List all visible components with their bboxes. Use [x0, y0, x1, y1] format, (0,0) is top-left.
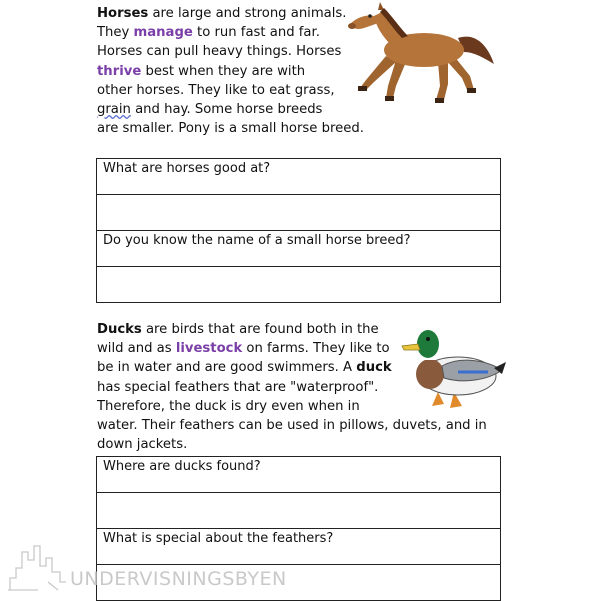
- horses-keyword: Horses: [97, 6, 149, 21]
- question-cell: Do you know the name of a small horse breed?: [97, 231, 501, 267]
- spellcheck-grain: grain: [97, 102, 131, 118]
- watermark-text: UNDERVISNINGSBYEN: [70, 568, 287, 590]
- watermark: [8, 538, 318, 594]
- duck-keyword: duck: [356, 360, 392, 376]
- ducks-keyword: Ducks: [97, 322, 142, 337]
- question-cell: What are horses good at?: [97, 159, 501, 195]
- answer-cell[interactable]: [97, 195, 501, 231]
- answer-cell[interactable]: [97, 493, 501, 529]
- horse-illustration: [346, 2, 496, 104]
- answer-cell[interactable]: [97, 267, 501, 303]
- horses-paragraph: Horses are large and strong animals. They manage to run fast and far. Horses can pull heavy things. Horses thrive best when they are with other horses. They like to eat grass, grain and hay. Some horse breeds are smaller. Pony is a small horse breed.: [97, 6, 364, 137]
- ducks-paragraph: Ducks are birds that are found both in the wild and as livestock on farms. They like to be in water and are good swimmers. A duck has special feathers that are "waterproof". Therefore, the duck is dry even when in water. Their feathers can be used in pillows, duvets, and in down jackets.: [97, 322, 487, 453]
- city-skyline-icon: [8, 538, 70, 594]
- horses-question-table: [96, 158, 501, 303]
- vocab-thrive: thrive: [97, 63, 142, 79]
- vocab-livestock: livestock: [175, 341, 243, 357]
- question-cell: What is special about the feathers?: [97, 529, 501, 565]
- vocab-manage: manage: [133, 25, 193, 41]
- duck-illustration: [398, 322, 508, 412]
- question-cell: Where are ducks found?: [97, 457, 501, 493]
